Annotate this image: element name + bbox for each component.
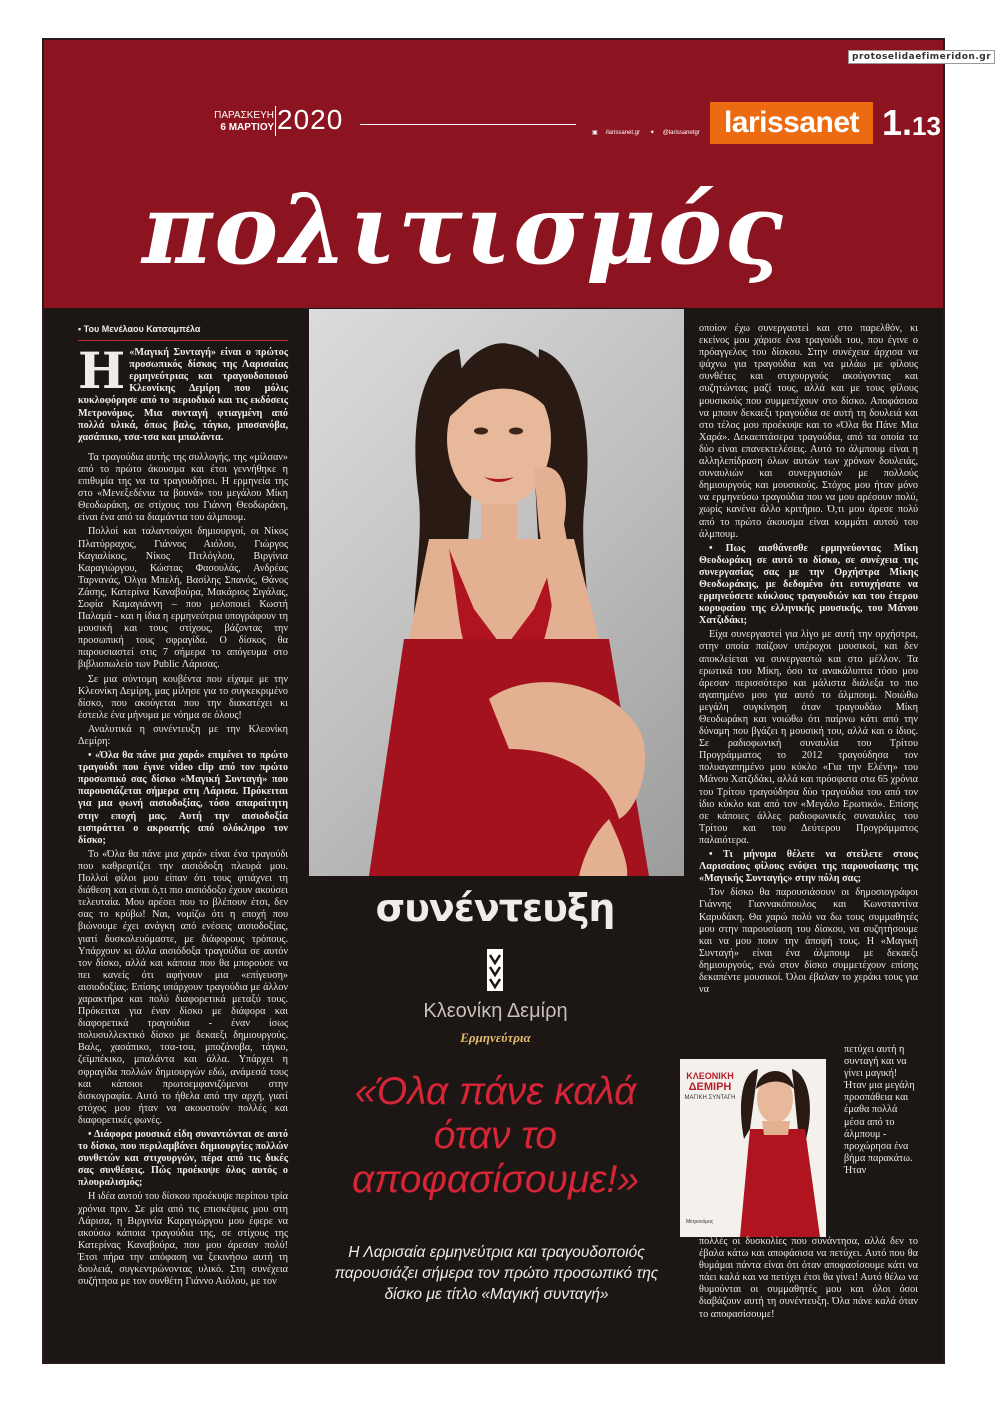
- day-month: 6 ΜΑΡΤΙΟΥ: [220, 122, 274, 133]
- paragraph: πολλές οι δυσκολίες που συνάντησα, αλλά δεν το έβαλα κάτω και αποφάσισα να πετύχει. Αυτό που θα θυμάμαι πάντα είναι ότι όταν αποφασίσουμε κάτι να πάει καλά και να πετύχει έτσι θα γίνει! Αυτό θέλω να θυμούνται οι συμμαθητές μου και όλοι όσοι διαβάζουν αυτή τη συνέντευξη. Όλα πάνε καλά όταν το αποφασίσουμε!: [699, 1236, 918, 1320]
- answer: Το «Όλα θα πάνε μια χαρά» είναι ένα τραγούδι που καθρεφτίζει την αισιόδοξη πλευρά μου. Πολλοί φίλοι μου είπαν ότι τους φτιάχνει τη διάθεση και είναι ό,τι πιο αισιόδοξο έχουν ακούσει τελευταία. Μου αρέσει που το βλέπουν έτσι, δεν σας το κρύβω! Ναι, νομίζω ότι η εποχή που βιώνουμε έχει ανάγκη από ενέσεις αισιοδοξίας, γιατί δυσκολευόμαστε, με διάφορους τρόπους. Υπάρχουν κι άλλα αισιόδοξα τραγούδια σε αυτόν τον δίσκο, αλλά και κάποια που θα μπορούσε να πει κανείς ότι αφήνουν μια «επίγευση» αισιοδοξίας. Επίσης υπάρχουν τραγούδια με άλλον χαρακτήρα και πολύ διαφορετικά μεταξύ τους. Πρόκειται για έναν δίσκο με διάφορα και διαφορετικά τραγούδια - έναν ίσως πολυσυλλεκτικό δίσκο με δεκαεξι δημιουργούς. Βαλς, χασάπικο, τσα-τσα, μποζάνοβα, τάγκο, ζεϊμπέκικο, μπαλάντα και άλλα. Υπάρχει η σφραγίδα πολλών δημιουργών εδώ, ανάμεσά τους και κάποιοι πρωτοεμφανιζόμενοι στην δισκογραφία. Αυτό το ήθελα από την αρχή, γιατί στόχος μου ήταν να ακουστούν πολλές και διαφορετικές φωνές.: [78, 848, 288, 1126]
- weekday: ΠΑΡΑΣΚΕΥΗ: [214, 110, 274, 121]
- drop-cap: Η: [78, 341, 126, 401]
- question: • «Όλα θα πάνε μια χαρά» επιμένει το πρώτο τραγούδι που έγινε video clip από τον πρώτο προσωπικό σας δίσκο «Μαγική Συνταγή» που παρουσιάζεται σήμερα στη Λάρισα. Πρόκειται για μια φωνή αισιοδοξίας, τόσο απαραίτητη στην εποχή μας. Αυτή την αισιοδοξία εισπράττει ο ακροατής από ολόκληρο τον δίσκο;: [78, 750, 288, 846]
- facebook-handle[interactable]: /larissanet.gr: [605, 130, 641, 136]
- year-divider: [275, 106, 276, 136]
- article-wrap-narrow: [844, 1044, 918, 1179]
- header-rule: [360, 124, 576, 125]
- twitter-icon: ✦: [649, 130, 655, 136]
- article-column-3: [699, 323, 918, 998]
- article-lead: [78, 341, 288, 444]
- standfirst: Η Λαρισαία ερμηνεύτρια και τραγουδοποιός παρουσιάζει σήμερα τον πρώτο προσωπικό της δίσκο με τίτλο «Μαγική συνταγή»: [334, 1244, 659, 1303]
- publication-date: [196, 110, 274, 134]
- answer: Είχα συνεργαστεί για λίγο με αυτή την ορχήστρα, στην οποία παίζουν υπέροχοι μουσικοί, και δεν αποκλείεται να συνεργαστώ και στο μέλλον. Τα ερωτικά του Μίκη, όσο τα ανακάλυπτα τόσο μου άρεσαν περισσότερο και μάλιστα διάλεξα το πιο αγαπημένο μου για αυτό το άλμπουμ. Νοιώθω μεγάλη συγκίνηση όταν τραγουδάω Μίκη Θεοδωράκη και νοιώθω ότι παίρνω κάτι από την δύναμη που βγάζει η μουσική του, αλλά και ο ίδιος. Σε ραδιοφωνική συναυλία του Τρίτου Προγράμματος το 2012 τραγούδησα τον πολυαγαπημένο μου κύκλο «Για την Ελένη» του Μάνου Χατζιδάκι, αλλά και πρόσφατα στα 65 χρόνια του Τρίτου τραγούδησα δύο τραγούδια του από τον ίδιο κύκλο και από τον «Μεγάλο Ερωτικό». Επίσης σε κάποιες άλλες ραδιοφωνικές συναυλίες του Τρίτου και του Δεύτερου Προγράμματος παλαιότερα.: [699, 629, 918, 846]
- question: • Πως αισθάνεσθε ερμηνεύοντας Μίκη Θεοδωράκη σε αυτό το δίσκο, σε συνέχεια της συνεργασίας σας με την Ορχήστρα Μίκης Θεοδωράκης, με δεδομένο ότι ευτυχήσατε να ερμηνεύσετε κύκλους τραγουδιών και του έτερου κορυφαίου της ελληνικής μουσικής, του Μάνου Χατζιδάκι;: [699, 542, 918, 627]
- social-handles: [592, 129, 708, 136]
- page-number-main: 1.: [882, 102, 913, 143]
- chevron-down-icon: [487, 949, 503, 991]
- interview-label: συνέντευξη: [375, 886, 615, 930]
- record-label: Μετρονόμος: [686, 1219, 714, 1225]
- masthead: [44, 40, 943, 308]
- byline: • Του Μενέλαου Κατσαμπέλα: [78, 323, 288, 341]
- twitter-handle[interactable]: @larissanetgr: [662, 130, 700, 136]
- section-title: πολιτισμός: [142, 173, 785, 286]
- lead-text: «Μαγική Συνταγή» είναι ο πρώτος προσωπικός δίσκος της Λαρισαίας ερμηνεύτριας και τραγουδοποιού Κλεονίκης Δεμίρη που μόλις κυκλοφόρησε από το περιοδικό και τις εκδόσεις Μετρονόμος. Μια συνταγή φτιαγμένη από πολλά υλικά, όπως βαλς, τάγκο, μποσανόβα, χασάπικο, τσα-τσα και μπαλάντα.: [78, 347, 288, 443]
- album-artist-first: ΚΛΕΟΝΙΚΗ: [686, 1071, 734, 1081]
- publication-year: 2020: [277, 104, 344, 135]
- newspaper-page: [42, 38, 945, 1364]
- interviewee-role: Ερμηνεύτρια: [460, 1030, 531, 1045]
- portrait-photo: [309, 309, 684, 876]
- source-watermark[interactable]: protoselidaefimeridon.gr: [848, 50, 995, 64]
- portrait-illustration: [309, 309, 684, 876]
- answer: Η ιδέα αυτού του δίσκου προέκυψε περίπου τρία χρόνια πριν. Σε μία από τις επισκέψεις μου στη Λάρισα, η Βιργινία Καραγιώργου μου έφερε να ακούσω κάποια τραγούδια της, σε στίχους της Κατερίνας Καναβούρα, που μου άρεσαν πολύ! Έτσι πήρα την απόφαση να ξεκινήσω αυτή τη δουλειά, συγκεντρώνοντας υλικό. Στη συνέχεια συζήτησα με τον συνθέτη Γιάννο Αιόλου, με τον: [78, 1191, 288, 1288]
- album-title: ΜΑΓΙΚΗ ΣΥΝΤΑΓΗ: [684, 1095, 736, 1101]
- interviewee-name: Κλεονίκη Δεμίρη: [423, 1000, 568, 1022]
- headline: «Όλα πάνε καλά όταν το αποφασίσουμε!»: [351, 1070, 640, 1201]
- paragraph: Σε μια σύντομη κουβέντα που είχαμε με την Κλεονίκη Δεμίρη, μας μίλησε για το συγκεκριμένο δίσκο, που ακούγεται που την διακατέχει κι έστειλε ένα μήνυμα με νόημα σε όλους!: [78, 673, 288, 721]
- question: • Τι μήνυμα θέλετε να στείλετε στους Λαρισαίους φίλους ενόψει της παρουσίασης της «Μαγικής Συνταγής» στην πόλη σας;: [699, 849, 918, 885]
- album-portrait: [680, 1059, 826, 1237]
- question: • Διάφορα μουσικά είδη συναντώνται σε αυτό το δίσκο, που περιλαμβάνει δημιουργίες πολλών συνθετών και στιχουργών, πέρα από τις δικές σας συνθέσεις. Πώς προέκυψε όλος αυτός ο πλουραλισμός;: [78, 1129, 288, 1189]
- paragraph: πετύχει αυτή η συνταγή και να γίνει μαγική! Ήταν μια μεγάλη προσπάθεια και έμαθα πολλά μέσα από το άλμπουμ - προχώρησα ένα βήμα παρακάτω. Ήταν: [844, 1044, 915, 1176]
- article-wrap-end: [699, 1236, 918, 1323]
- page-number-sub: 13: [912, 111, 941, 141]
- paragraph: Αναλυτικά η συνέντευξη με την Κλεονίκη Δεμίρη:: [78, 723, 288, 747]
- facebook-icon: ▣: [592, 130, 598, 136]
- article-column-1: [78, 323, 288, 1290]
- album-artist-last: ΔΕΜΙΡΗ: [688, 1081, 732, 1093]
- paragraph: οποίον έχω συνεργαστεί και στο παρελθόν, κι εκείνος μου χάρισε ένα τραγούδι του, που έγινε ο πρόαγγελος του δίσκου. Στην συνέχεια άρχισα να ψάχνω για τραγούδια και να μιλάω με φίλους συνθέτες και στιχουργούς ακούγοντας και συζητώντας μαζί τους, αλλά και με τους φίλους μουσικούς που συμμετέχουν στο δίσκο. Αποφάσισα να μπουν δεκαεξι τραγούδια σε αυτή τη δουλειά και στο τέλος μου προέκυψε και το «Όλα θα Πάνε Μια Χαρά». Δεκαεπτάσερα τραγούδια, από τα οποία τα δύο είναι επανεκτελέσεις. Αυτό το άλμπουμ είναι η αλληλεπίδραση όλων αυτών των χρόνων δουλειάς, συναυλιών και συνεργασιών με πολλούς δημιουργούς και μουσικούς. Στόχος μου ήταν μόνο να ερμηνεύσω τραγούδια που να μου αρέσουν πολύ, χωρίς κανένα άλλο κριτήριο. Ό,τι μου άρεσε πολύ από το πρώτο άκουσμα είναι κομμάτι αυτού του άλμπουμ.: [699, 323, 918, 540]
- paragraph: Τα τραγούδια αυτής της συλλογής, της «μίλσαν» από το πρώτο άκουσμα και έτσι γεννήθηκε η επιθυμία της να τα τραγουδήσει. Η ερμηνεία της στο «Μενεξεδένια τα βουνά» του μεγάλου Μίκη Θεοδωράκη, σε στίχους του Γιάννη Θεοδωράκη, είναι ένα από τα διαμάντια του άλμπουμ.: [78, 451, 288, 524]
- album-cover: [680, 1059, 826, 1237]
- page-number: [882, 100, 941, 149]
- paragraph: Πολλοί και ταλαντούχοι δημιουργοί, οι Νίκος Πλατύρραχος, Γιάννος Αιόλου, Γιώργος Καγιαλίκος, Νίκος Πιτλόγλου, Βιργίνια Καραγιώργου, Κώστας Φασουλάς, Ανδρέας Ταρνανάς, Όλγα Μπελή, Βασίλης Σπανός, Θάνος Ζάσης, Κατερίνα Καναβούρα, Μακάριος Σιγάλας, Σοφία Καμαγιάννη – που μελοποιεί Κωστή Παλαμά - και η ίδια η ερμηνεύτρια υπογράφουν τη μουσική και τους στίχους, βάζοντας την προσωπική τους σφραγίδα. Ο δίσκος θα παρουσιαστεί στις 7 σήμερα το απόγευμα στο βιβλιοπωλείο των Public Λάρισας.: [78, 526, 288, 671]
- answer: Τον δίσκο θα παρουσιάσουν οι δημοσιογράφοι Γιάννης Γιαννακόπουλος και Κωνσταντίνα Καρυδάκη. Θα χαρώ πολύ να δω τους συμμαθητές μου στην παρουσίαση του δίσκου, να συζητήσουμε και να μου πουν την άποψή τους. Η «Μαγική Συνταγή» είναι ένα άλμπουμ με δεκαεξι δημιουργούς, ενώ στον δίσκο συμμετέχουν επίσης δεκαπέντε μουσικοί. Όλοι έβαλαν το χεράκι τους για να: [699, 887, 918, 996]
- brand-logo[interactable]: larissanet: [710, 102, 873, 144]
